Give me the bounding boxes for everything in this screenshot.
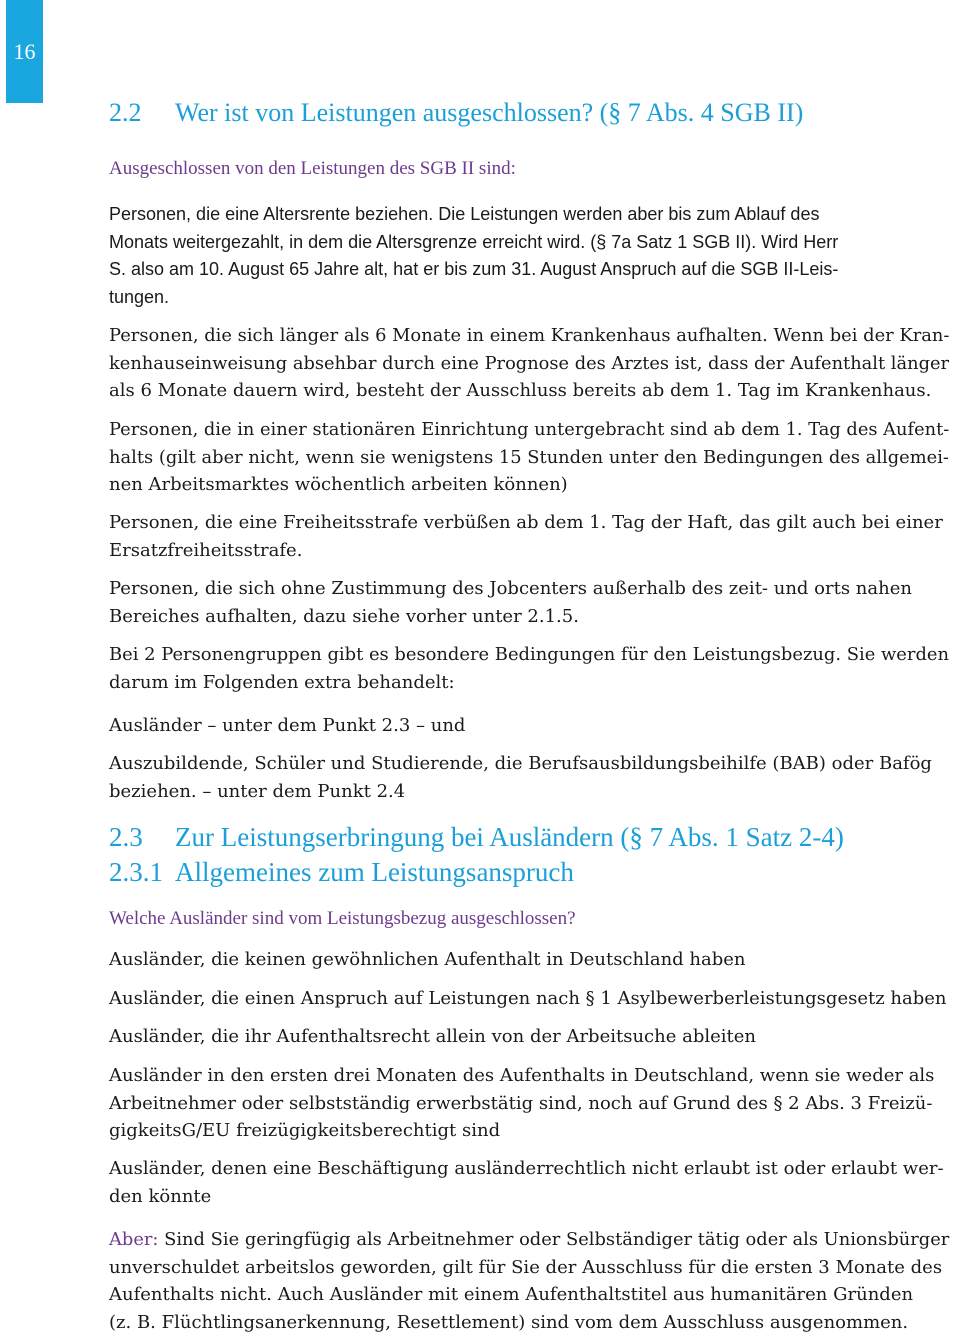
heading-title: Zur Leistungserbringung bei Ausländern (§ 7 Abs. 1 Satz 2-4) [175,822,844,852]
text-line: als 6 Monate dauern wird, besteht der Ausschluss bereits ab dem 1. Tag im Krankenhaus. [109,380,932,401]
heading-number: 2.2 [109,98,142,127]
text-line: Ausländer, die keinen gewöhnlichen Aufenthalt in Deutschland haben [109,949,746,970]
paragraph-personengruppen [109,641,949,696]
paragraph-arbeitsuche [109,1023,949,1051]
paragraph-beschaeftigung [109,1155,949,1210]
heading-title: Allgemeines zum Leistungsanspruch [175,857,574,887]
text-line: S. also am 10. August 65 Jahre alt, hat er bis zum 31. August Anspruch auf die SGB II-Leis- [109,259,839,279]
heading-title: Wer ist von Leistungen ausgeschlossen? (§ 7 Abs. 4 SGB II) [175,98,804,127]
text-line: kenhauseinweisung absehbar durch eine Prognose des Arztes ist, dass der Aufenthalt länger [109,352,950,374]
heading-section-2-2 [109,98,803,128]
heading-section-2-3-1 [109,857,574,888]
paragraph-ohne-zustimmung [109,575,949,630]
text-line: Ausländer, die ihr Aufenthaltsrecht allein von der Arbeitsuche ableiten [109,1026,756,1047]
text-line: Ersatzfreiheitsstrafe. [109,539,303,561]
text-line: Ausländer – unter dem Punkt 2.3 – und [109,715,466,736]
paragraph-aber-hinweis [109,1226,949,1336]
section-2-2-lead: Ausgeschlossen von den Leistungen des SGB II sind: [109,158,516,179]
text-line: Personen, die sich länger als 6 Monate in einem Krankenhaus aufhalten. Wenn bei der Kran- [109,325,950,346]
text-line: gigkeitsG/EU freizügigkeitsberechtigt sind [109,1120,501,1141]
heading-section-2-3 [109,822,844,853]
text-line: unverschuldet arbeitslos geworden, gilt für Sie der Ausschluss für die ersten 3 Monate des [109,1256,943,1278]
page-number: 16 [13,38,36,64]
text-line: (z. B. Flüchtlingsanerkennung, Resettlement) sind vom dem Ausschluss ausgenommen. [109,1311,909,1333]
text-line: halts (gilt aber nicht, wenn sie wenigstens 15 Stunden unter den Bedingungen des allgemei- [109,446,949,468]
paragraph-auslaender-verweis [109,712,949,740]
text-line: Arbeitnehmer oder selbstständig erwerbstätig sind, noch auf Grund des § 2 Abs. 3 Freizü- [109,1092,933,1114]
text-line [109,1226,950,1254]
text-line: Aufenthalts nicht. Auch Ausländer mit einem Aufenthaltstitel aus humanitären Gründen [109,1284,914,1305]
section-2-3-1-lead: Welche Ausländer sind vom Leistungsbezug ausgeschlossen? [109,908,576,929]
heading-number: 2.3.1 [109,857,163,887]
text-line: beziehen. – unter dem Punkt 2.4 [109,780,406,802]
text-line: Personen, die in einer stationären Einrichtung untergebracht sind ab dem 1. Tag des Aufent- [109,419,950,440]
aber-label: Aber: [109,1229,159,1250]
text-line: Ausländer in den ersten drei Monaten des Aufenthalts in Deutschland, wenn sie weder als [109,1065,935,1086]
text-line: den könnte [109,1185,212,1207]
paragraph-auszubildende-verweis [109,750,949,805]
page-number-badge [6,0,43,103]
text-line: Personen, die eine Altersrente beziehen. Die Leistungen werden aber bis zum Ablauf des [109,204,820,224]
paragraph-asylbewerber [109,985,949,1013]
text-line: nen Arbeitsmarktes wöchentlich arbeiten können) [109,474,568,495]
text-line: Personen, die eine Freiheitsstrafe verbüßen ab dem 1. Tag der Haft, das gilt auch bei einer [109,512,943,533]
text-line: Auszubildende, Schüler und Studierende, die Berufsausbildungsbeihilfe (BAB) oder Bafög [109,753,932,774]
aber-first-line: Sind Sie geringfügig als Arbeitnehmer oder Selbständiger tätig oder als Unionsbürger [164,1229,950,1250]
text-line: Ausländer, die einen Anspruch auf Leistungen nach § 1 Asylbewerberleistungsgesetz haben [109,988,947,1009]
text-line: Monats weitergezahlt, in dem die Altersgrenze erreicht wird. (§ 7a Satz 1 SGB II). Wird Herr [109,231,839,252]
paragraph-erste-drei-monate [109,1062,949,1145]
paragraph-altersrente [109,201,949,311]
text-line: tungen. [109,286,170,307]
paragraph-kein-aufenthalt [109,946,949,974]
paragraph-stationaere-einrichtung [109,416,949,499]
text-line: Bereiches aufhalten, dazu siehe vorher unter 2.1.5. [109,605,579,627]
heading-number: 2.3 [109,822,143,852]
text-line: darum im Folgenden extra behandelt: [109,671,455,693]
paragraph-krankenhaus [109,322,949,405]
text-line: Bei 2 Personengruppen gibt es besondere Bedingungen für den Leistungsbezug. Sie werden [109,644,950,665]
paragraph-freiheitsstrafe [109,509,949,564]
text-line: Personen, die sich ohne Zustimmung des Jobcenters außerhalb des zeit- und orts nahen [109,578,912,599]
text-line: Ausländer, denen eine Beschäftigung ausländerrechtlich nicht erlaubt ist oder erlaubt wer- [109,1158,944,1179]
